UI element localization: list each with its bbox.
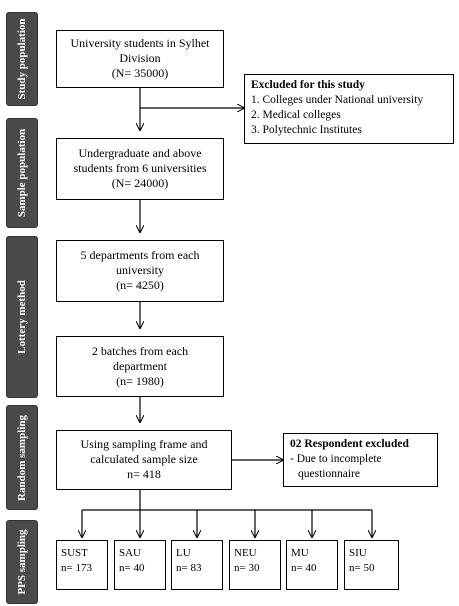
university-box-neu: NEU n= 30: [229, 540, 281, 590]
stage-label-sample-population: Sample population: [6, 118, 38, 228]
box-sample-size: Using sampling frame and calculated sample size n= 418: [56, 430, 232, 490]
university-box-mu: MU n= 40: [286, 540, 338, 590]
stage-label-random-sampling: Random sampling: [6, 405, 38, 510]
box-batches: 2 batches from each department (n= 1980): [56, 336, 224, 397]
excluded-study-note: Excluded for this study 1. Colleges under National university 2. Medical colleges 3. Polytechnic Institutes: [244, 74, 454, 144]
stage-label-pps-sampling: PPS sampling: [6, 520, 38, 604]
stage-label-lottery-method: Lottery method: [6, 236, 38, 398]
box-sample-population: Undergraduate and above students from 6 universities (N= 24000): [56, 138, 224, 200]
university-box-sau: SAU n= 40: [114, 540, 166, 590]
university-box-siu: SIU n= 50: [344, 540, 399, 590]
box-study-population: University students in Sylhet Division (N= 35000): [56, 30, 224, 88]
box-departments: 5 departments from each university (n= 4250): [56, 240, 224, 302]
university-box-sust: SUST n= 173: [56, 540, 108, 590]
excluded-respondent-note: 02 Respondent excluded - Due to incomplete questionnaire: [283, 433, 438, 487]
university-box-lu: LU n= 83: [171, 540, 223, 590]
stage-label-study-population: Study population: [6, 12, 38, 106]
